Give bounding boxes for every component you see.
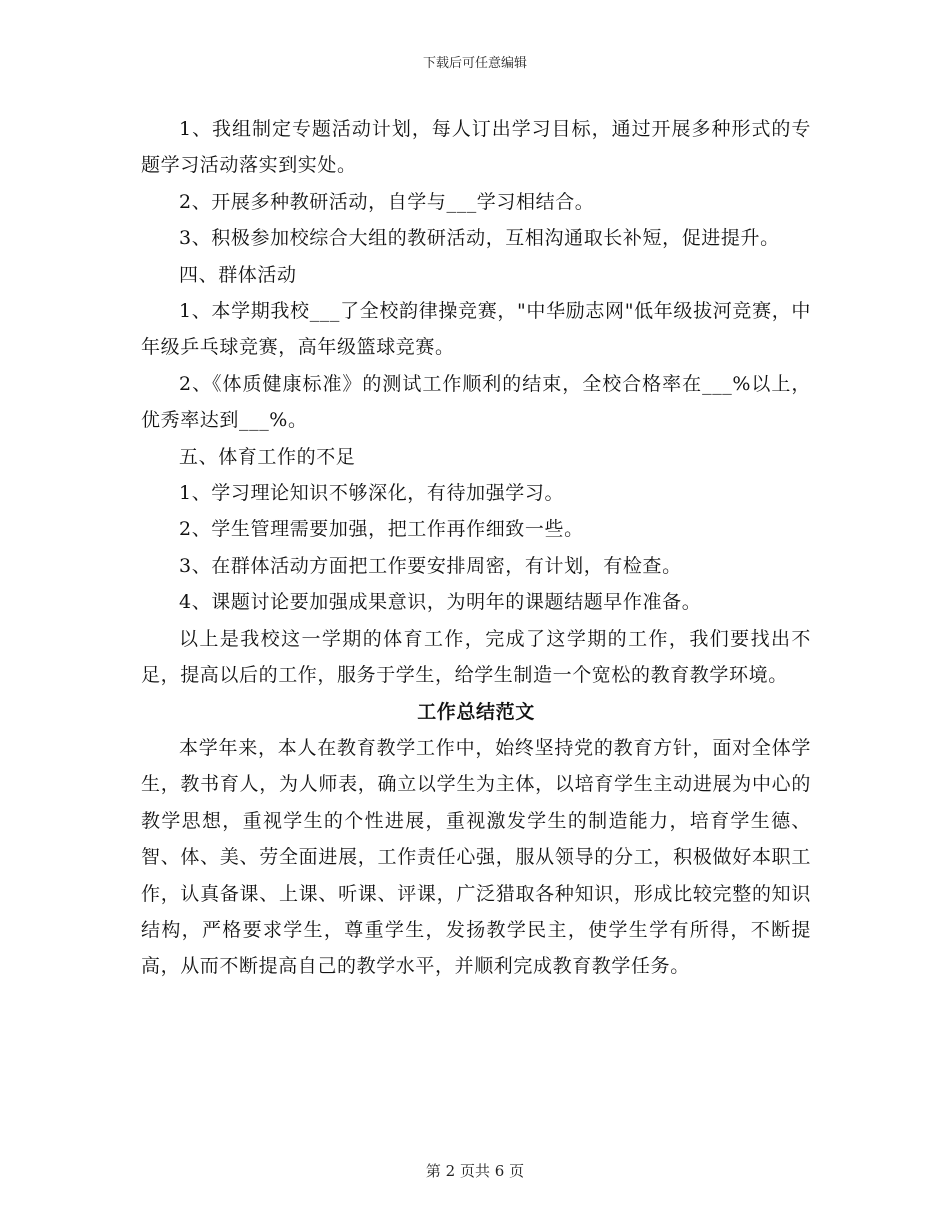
paragraph-item: 2、《体质健康标准》的测试工作顺利的结束，全校合格率在___%以上，优秀率达到___%。 — [141, 372, 811, 432]
paragraph-item: 2、开展多种教研活动，自学与___学习相结合。 — [179, 190, 595, 213]
section-heading: 五、体育工作的不足 — [179, 445, 356, 468]
paragraph-item: 1、本学期我校___了全校韵律操竞赛，"中华励志网"低年级拔河竞赛，中年级乒乓球竞赛，高年级篮球竞赛。 — [141, 300, 811, 359]
paragraph-item: 1、我组制定专题活动计划，每人订出学习目标，通过开展多种形式的专题学习活动落实到实处。 — [141, 118, 811, 177]
document-title: 工作总结范文 — [417, 700, 535, 723]
paragraph-item: 4、课题讨论要加强成果意识，为明年的课题结题早作准备。 — [179, 591, 702, 614]
page-footer: 第 2 页共 6 页 — [425, 1162, 525, 1180]
section-heading: 四、群体活动 — [179, 263, 297, 286]
document-body — [141, 111, 811, 985]
paragraph-item: 3、积极参加校综合大组的教研活动，互相沟通取长补短，促进提升。 — [179, 227, 780, 250]
paragraph-item: 2、学生管理需要加强，把工作再作细致一些。 — [179, 518, 584, 541]
paragraph-item: 3、在群体活动方面把工作要安排周密，有计划，有检查。 — [179, 554, 682, 577]
conclusion-paragraph: 以上是我校这一学期的体育工作，完成了这学期的工作，我们要找出不足，提高以后的工作，服务于学生，给学生制造一个宽松的教育教学环境。 — [141, 627, 811, 687]
paragraph-item: 1、学习理论知识不够深化，有待加强学习。 — [179, 482, 565, 505]
page-header: 下载后可任意编辑 — [422, 56, 527, 71]
body-paragraph: 本学年来，本人在教育教学工作中，始终坚持党的教育方针，面对全体学生，教书育人，为人师表，确立以学生为主体，以培育学生主动进展为中心的教学思想，重视学生的个性进展，重视激发学生的制造能力，培育学生德、智、体、美、劳全面进展，工作责任心强，服从领导的分工，积极做好本职工作，认真备课、上课、听课、评课，广泛猎取各种知识，形成比较完整的知识结构，严格要求学生，尊重学生，发扬教学民主，使学生学有所得，不断提高，从而不断提高自己的教学水平，并顺利完成教育教学任务。 — [141, 736, 811, 978]
